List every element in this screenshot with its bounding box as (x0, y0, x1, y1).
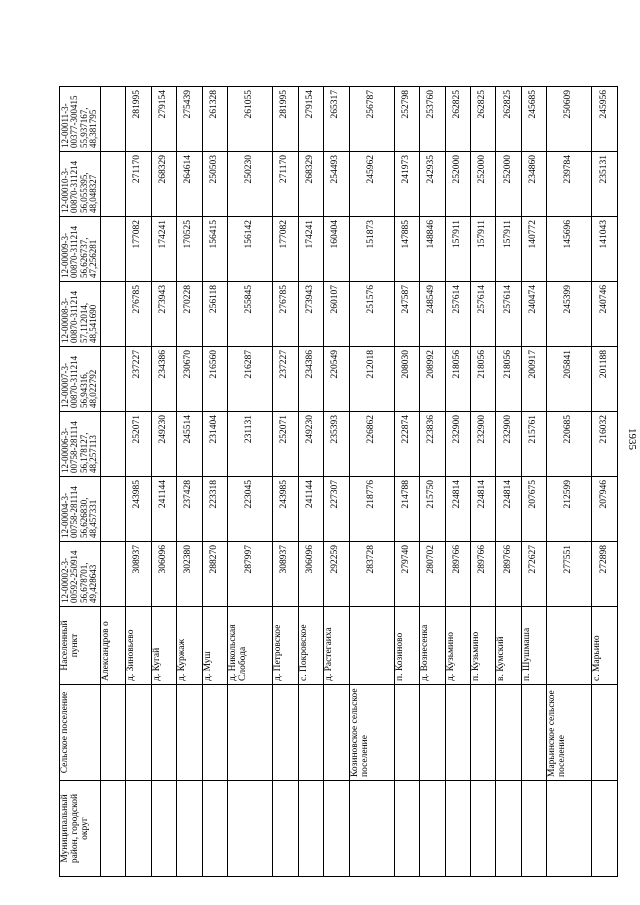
table-row (496, 87, 521, 877)
rural-settlement-cell (100, 685, 125, 781)
value-cell: 212599 (547, 477, 592, 542)
table-row (298, 87, 323, 877)
rural-settlement-cell (420, 685, 445, 781)
value-cell: 242935 (420, 152, 445, 217)
table-row (228, 87, 273, 877)
value-cell: 207946 (592, 477, 618, 542)
value-cell: 234860 (521, 152, 546, 217)
table-row (445, 87, 470, 877)
locality-cell: п. Козиново (394, 607, 419, 685)
value-cell: 156415 (202, 217, 227, 282)
value-cell (100, 347, 125, 412)
value-cell: 174241 (151, 217, 176, 282)
value-cell: 245962 (349, 152, 394, 217)
locality-cell: в. Кумский (496, 607, 521, 685)
value-cell: 252071 (273, 412, 298, 477)
municipal-cell (151, 781, 176, 877)
locality-cell: д. Муш (202, 607, 227, 685)
value-cell: 262825 (471, 87, 496, 152)
rural-settlement-cell (496, 685, 521, 781)
locality-cell: д. Петровское (273, 607, 298, 685)
value-cell: 157911 (471, 217, 496, 282)
value-cell: 292259 (324, 542, 349, 607)
table-row (273, 87, 298, 877)
rural-settlement-cell (592, 685, 618, 781)
value-cell: 208992 (420, 347, 445, 412)
municipal-cell (228, 781, 273, 877)
value-cell (100, 87, 125, 152)
value-cell: 212018 (349, 347, 394, 412)
value-cell: 231404 (202, 412, 227, 477)
value-cell: 239784 (547, 152, 592, 217)
locality-cell: д. Куржаж (177, 607, 202, 685)
value-cell: 289766 (496, 542, 521, 607)
table-row (126, 87, 151, 877)
value-cell: 276785 (273, 282, 298, 347)
rural-settlement-cell: Козиновское сельское поселение (349, 685, 394, 781)
table-row (324, 87, 349, 877)
value-cell: 241973 (394, 152, 419, 217)
value-cell: 275439 (177, 87, 202, 152)
municipal-cell (420, 781, 445, 877)
header-code: 12-00002-3-00592-250914 56,678701, 49,428643 (60, 542, 101, 607)
value-cell: 148846 (420, 217, 445, 282)
value-cell: 252000 (445, 152, 470, 217)
value-cell: 262825 (445, 87, 470, 152)
value-cell: 281995 (126, 87, 151, 152)
value-cell: 157911 (445, 217, 470, 282)
value-cell: 224814 (445, 477, 470, 542)
header-municipal: Муниципальный район, городской округ (60, 781, 101, 877)
header-code: 12-00006-3-00758-281114 56,178127, 48,257113 (60, 412, 101, 477)
value-cell: 250503 (202, 152, 227, 217)
table-row (420, 87, 445, 877)
value-cell: 234386 (298, 347, 323, 412)
value-cell: 254493 (324, 152, 349, 217)
table-row (202, 87, 227, 877)
header-code: 12-00008-3-00870-311214 57,112014, 48,541690 (60, 282, 101, 347)
value-cell: 240746 (592, 282, 618, 347)
value-cell: 255845 (228, 282, 273, 347)
value-cell: 140772 (521, 217, 546, 282)
value-cell: 223045 (228, 477, 273, 542)
value-cell: 170525 (177, 217, 202, 282)
rural-settlement-cell (273, 685, 298, 781)
value-cell: 218056 (496, 347, 521, 412)
rural-settlement-cell (445, 685, 470, 781)
header-row (60, 87, 101, 877)
table-row (100, 87, 125, 877)
value-cell: 177082 (273, 217, 298, 282)
rural-settlement-cell (177, 685, 202, 781)
table-row (151, 87, 176, 877)
value-cell: 261328 (202, 87, 227, 152)
value-cell: 147885 (394, 217, 419, 282)
value-cell: 279154 (298, 87, 323, 152)
value-cell: 280702 (420, 542, 445, 607)
locality-cell: д. Растегаиха (324, 607, 349, 685)
value-cell: 156142 (228, 217, 273, 282)
table-row (177, 87, 202, 877)
municipal-cell (496, 781, 521, 877)
value-cell (100, 542, 125, 607)
value-cell: 264614 (177, 152, 202, 217)
locality-cell: с. Марьино (592, 607, 618, 685)
locality-cell: д. Кугай (151, 607, 176, 685)
municipal-cell (100, 781, 125, 877)
value-cell: 252000 (496, 152, 521, 217)
value-cell: 200917 (521, 347, 546, 412)
value-cell (100, 477, 125, 542)
value-cell: 227307 (324, 477, 349, 542)
value-cell: 249230 (298, 412, 323, 477)
value-cell: 235131 (592, 152, 618, 217)
municipal-cell (592, 781, 618, 877)
value-cell: 248549 (420, 282, 445, 347)
value-cell: 237227 (126, 347, 151, 412)
value-cell: 232900 (471, 412, 496, 477)
value-cell: 234386 (151, 347, 176, 412)
value-cell: 218056 (445, 347, 470, 412)
locality-cell (349, 607, 394, 685)
rotated-table-wrapper (59, 87, 618, 877)
value-cell: 201188 (592, 347, 618, 412)
rural-settlement-cell (228, 685, 273, 781)
value-cell: 151873 (349, 217, 394, 282)
value-cell: 277551 (547, 542, 592, 607)
locality-cell (547, 607, 592, 685)
municipal-cell (126, 781, 151, 877)
value-cell: 289766 (471, 542, 496, 607)
locality-cell: д. Вознесенка (420, 607, 445, 685)
locality-cell: д. Кузьмино (445, 607, 470, 685)
value-cell: 252798 (394, 87, 419, 152)
value-cell: 281995 (273, 87, 298, 152)
value-cell: 218056 (471, 347, 496, 412)
table-row (521, 87, 546, 877)
header-code: 12-00010-3-00870-311214 56,055395, 48,048327 (60, 152, 101, 217)
value-cell: 279740 (394, 542, 419, 607)
rural-settlement-cell (394, 685, 419, 781)
municipal-cell (547, 781, 592, 877)
value-cell: 308937 (273, 542, 298, 607)
value-cell: 271170 (273, 152, 298, 217)
value-cell: 224814 (471, 477, 496, 542)
value-cell: 262825 (496, 87, 521, 152)
value-cell: 230670 (177, 347, 202, 412)
value-cell: 245399 (547, 282, 592, 347)
value-cell (100, 282, 125, 347)
municipal-cell (202, 781, 227, 877)
value-cell: 249230 (151, 412, 176, 477)
municipal-cell (298, 781, 323, 877)
rural-settlement-cell: Марьинское сельское поселение (547, 685, 592, 781)
value-cell (100, 217, 125, 282)
municipal-cell (273, 781, 298, 877)
value-cell: 157911 (496, 217, 521, 282)
value-cell: 272627 (521, 542, 546, 607)
value-cell: 240474 (521, 282, 546, 347)
value-cell: 243985 (273, 477, 298, 542)
municipal-cell (471, 781, 496, 877)
value-cell: 256787 (349, 87, 394, 152)
table-row (349, 87, 394, 877)
value-cell: 252071 (126, 412, 151, 477)
value-cell: 241144 (298, 477, 323, 542)
value-cell: 279154 (151, 87, 176, 152)
value-cell: 273943 (151, 282, 176, 347)
rural-settlement-cell (324, 685, 349, 781)
value-cell: 224814 (496, 477, 521, 542)
rural-settlement-cell (471, 685, 496, 781)
value-cell: 208030 (394, 347, 419, 412)
value-cell: 308937 (126, 542, 151, 607)
value-cell: 268329 (298, 152, 323, 217)
table-row (547, 87, 592, 877)
value-cell: 145696 (547, 217, 592, 282)
header-code: 12-00007-3-00870-311214 56,94316, 48,022792 (60, 347, 101, 412)
value-cell: 216287 (228, 347, 273, 412)
value-cell: 226862 (349, 412, 394, 477)
value-cell: 287997 (228, 542, 273, 607)
value-cell: 215761 (521, 412, 546, 477)
value-cell: 237428 (177, 477, 202, 542)
value-cell: 253760 (420, 87, 445, 152)
rural-settlement-cell (202, 685, 227, 781)
rural-settlement-cell (298, 685, 323, 781)
value-cell: 207675 (521, 477, 546, 542)
value-cell: 273943 (298, 282, 323, 347)
table-row (471, 87, 496, 877)
value-cell: 216560 (202, 347, 227, 412)
table-row (592, 87, 618, 877)
value-cell: 237227 (273, 347, 298, 412)
rural-settlement-cell (151, 685, 176, 781)
value-cell: 222874 (394, 412, 419, 477)
value-cell: 257614 (496, 282, 521, 347)
value-cell: 232900 (496, 412, 521, 477)
locality-cell: Александров о (100, 607, 125, 685)
value-cell: 271170 (126, 152, 151, 217)
value-cell: 216032 (592, 412, 618, 477)
value-cell: 243985 (126, 477, 151, 542)
locality-cell: с. Покровское (298, 607, 323, 685)
table-row (394, 87, 419, 877)
municipal-cell (394, 781, 419, 877)
value-cell: 241144 (151, 477, 176, 542)
value-cell: 245685 (521, 87, 546, 152)
municipal-cell (177, 781, 202, 877)
value-cell: 231131 (228, 412, 273, 477)
value-cell: 245956 (592, 87, 618, 152)
value-cell: 276785 (126, 282, 151, 347)
value-cell: 141043 (592, 217, 618, 282)
municipal-cell (445, 781, 470, 877)
value-cell: 288270 (202, 542, 227, 607)
value-cell: 252000 (471, 152, 496, 217)
value-cell (100, 152, 125, 217)
value-cell: 177082 (126, 217, 151, 282)
value-cell: 261055 (228, 87, 273, 152)
value-cell: 289766 (445, 542, 470, 607)
value-cell: 174241 (298, 217, 323, 282)
value-cell: 250230 (228, 152, 273, 217)
municipal-cell (349, 781, 394, 877)
locality-codes-table (59, 86, 618, 877)
value-cell: 223836 (420, 412, 445, 477)
value-cell: 214788 (394, 477, 419, 542)
value-cell: 302380 (177, 542, 202, 607)
locality-cell: д. Зиновьево (126, 607, 151, 685)
value-cell: 223318 (202, 477, 227, 542)
value-cell: 257614 (471, 282, 496, 347)
value-cell: 205841 (547, 347, 592, 412)
value-cell (100, 412, 125, 477)
header-rural: Сельское поселение (60, 685, 101, 781)
value-cell: 270228 (177, 282, 202, 347)
municipal-cell (521, 781, 546, 877)
value-cell: 215750 (420, 477, 445, 542)
value-cell: 306096 (151, 542, 176, 607)
value-cell: 250609 (547, 87, 592, 152)
value-cell: 245514 (177, 412, 202, 477)
value-cell: 306096 (298, 542, 323, 607)
value-cell: 220685 (547, 412, 592, 477)
value-cell: 257614 (445, 282, 470, 347)
municipal-cell (324, 781, 349, 877)
value-cell: 247587 (394, 282, 419, 347)
value-cell: 256118 (202, 282, 227, 347)
locality-cell: д. Никольская Слобода (228, 607, 273, 685)
value-cell: 272898 (592, 542, 618, 607)
value-cell: 260107 (324, 282, 349, 347)
locality-cell: п. Шушмаша (521, 607, 546, 685)
value-cell: 268329 (151, 152, 176, 217)
header-locality: Населенный пункт (60, 607, 101, 685)
header-code: 12-00009-3-00870-311214 56,626737, 47,256281 (60, 217, 101, 282)
value-cell: 220549 (324, 347, 349, 412)
header-code: 12-00011-3-00377-300415 55,937167, 48,381795 (60, 87, 101, 152)
value-cell: 265317 (324, 87, 349, 152)
value-cell: 235393 (324, 412, 349, 477)
rural-settlement-cell (126, 685, 151, 781)
value-cell: 251576 (349, 282, 394, 347)
value-cell: 232900 (445, 412, 470, 477)
value-cell: 218776 (349, 477, 394, 542)
page-number: 1935 (626, 428, 638, 450)
table-body (100, 87, 617, 877)
rural-settlement-cell (521, 685, 546, 781)
header-code: 12-00004-3-00758-281114 56,626830, 48,457331 (60, 477, 101, 542)
locality-cell: п. Кузьмино (471, 607, 496, 685)
value-cell: 283728 (349, 542, 394, 607)
value-cell: 160404 (324, 217, 349, 282)
